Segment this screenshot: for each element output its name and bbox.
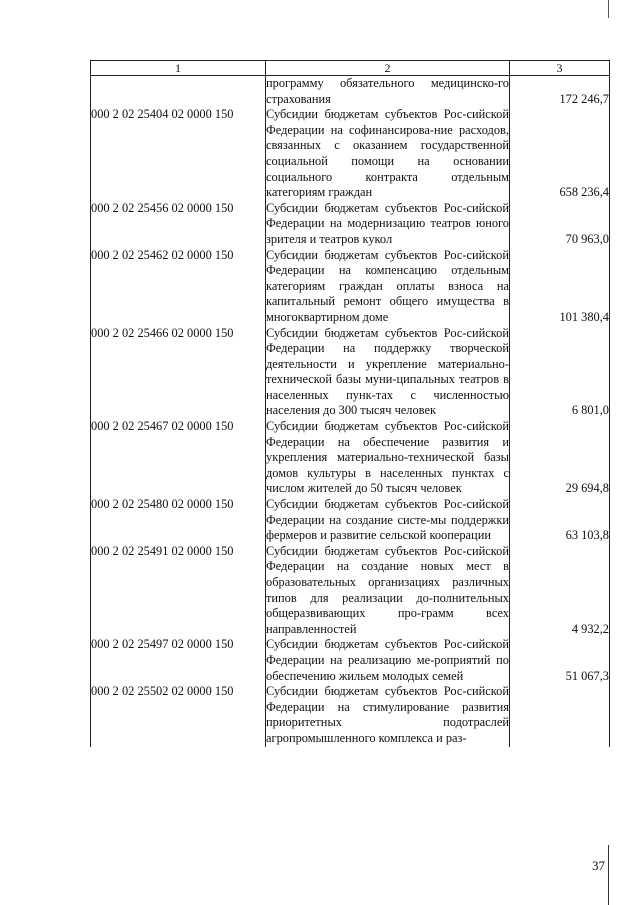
code-cell: 000 2 02 25456 02 0000 150 — [91, 201, 266, 248]
code-cell: 000 2 02 25462 02 0000 150 — [91, 248, 266, 326]
table-header-row — [91, 61, 610, 76]
budget-revenue-table — [90, 60, 610, 747]
code-cell: 000 2 02 25467 02 0000 150 — [91, 419, 266, 497]
amount-cell: 29 694,8 — [510, 419, 610, 497]
amount-cell: 4 932,2 — [510, 544, 610, 638]
code-cell: 000 2 02 25466 02 0000 150 — [91, 326, 266, 420]
table-row-continuation — [91, 76, 610, 108]
table-row — [91, 419, 610, 497]
page-number: 37 — [592, 858, 605, 873]
column-header-code: 1 — [91, 61, 266, 76]
table-row — [91, 497, 610, 544]
description-cell: Субсидии бюджетам субъектов Рос-сийской Федерации на поддержку творческой деятельности и укрепление материально-технической базы муни-ципальных театров в населенных пунк-тах с численностью населения до 300 тысяч человек — [266, 325, 509, 418]
amount-cell: 172 246,7 — [510, 76, 610, 108]
amount-cell: 101 380,4 — [510, 248, 610, 326]
description-cell: Субсидии бюджетам субъектов Рос-сийской Федерации на компенсацию отдельным категориям граждан оплаты взноса на капитальный ремонт общего имущества в многоквартирном доме — [266, 247, 509, 324]
code-cell: 000 2 02 25404 02 0000 150 — [91, 107, 266, 201]
amount-cell: 658 236,4 — [510, 107, 610, 201]
table-row — [91, 544, 610, 638]
amount-cell: 63 103,8 — [510, 497, 610, 544]
description-cell: Субсидии бюджетам субъектов Рос-сийской Федерации на обеспечение развития и укрепления материально-технической базы домов культуры в населенных пунктах с числом жителей до 50 тысяч человек — [266, 419, 509, 496]
table-row — [91, 201, 610, 248]
description-cell: Субсидии бюджетам субъектов Рос-сийской Федерации на создание систе-мы поддержки фермеров и развитие сельской кооперации — [266, 497, 509, 543]
amount-cell — [510, 684, 610, 746]
table-row — [91, 637, 610, 684]
table-row — [91, 248, 610, 326]
code-cell: 000 2 02 25497 02 0000 150 — [91, 637, 266, 684]
description-cell: программу обязательного медицинско-го страхования — [266, 76, 509, 106]
description-cell: Субсидии бюджетам субъектов Рос-сийской Федерации на софинансирова-ние расходов, связанных с оказанием государственной социальной помощи на основании социального контракта отдельным категориям граждан — [266, 107, 509, 200]
amount-cell: 6 801,0 — [510, 326, 610, 420]
code-cell: 000 2 02 25491 02 0000 150 — [91, 544, 266, 638]
amount-cell: 70 963,0 — [510, 201, 610, 248]
table-row — [91, 326, 610, 420]
description-cell: Субсидии бюджетам субъектов Рос-сийской Федерации на модернизацию театров юного зрителя и театров кукол — [266, 200, 509, 246]
code-cell: 000 2 02 25502 02 0000 150 — [91, 684, 266, 746]
table-row — [91, 684, 610, 746]
column-header-description: 2 — [266, 61, 510, 76]
code-cell — [91, 76, 266, 108]
code-cell: 000 2 02 25480 02 0000 150 — [91, 497, 266, 544]
table-row — [91, 107, 610, 201]
scan-edge-line — [608, 0, 609, 18]
column-header-amount: 3 — [510, 61, 610, 76]
description-cell: Субсидии бюджетам субъектов Рос-сийской Федерации на реализацию ме-роприятий по обеспечению жильем молодых семей — [266, 637, 509, 683]
scan-edge-line — [608, 845, 609, 905]
description-cell: Субсидии бюджетам субъектов Рос-сийской Федерации на создание новых мест в образовательных организациях различных типов для реализации до-полнительных общеразвивающих про-грамм всех направленностей — [266, 543, 509, 636]
description-cell: Субсидии бюджетам субъектов Рос-сийской Федерации на стимулирование развития приоритетных подотраслей агропромышленного комплекса и раз- — [266, 684, 509, 745]
amount-cell: 51 067,3 — [510, 637, 610, 684]
